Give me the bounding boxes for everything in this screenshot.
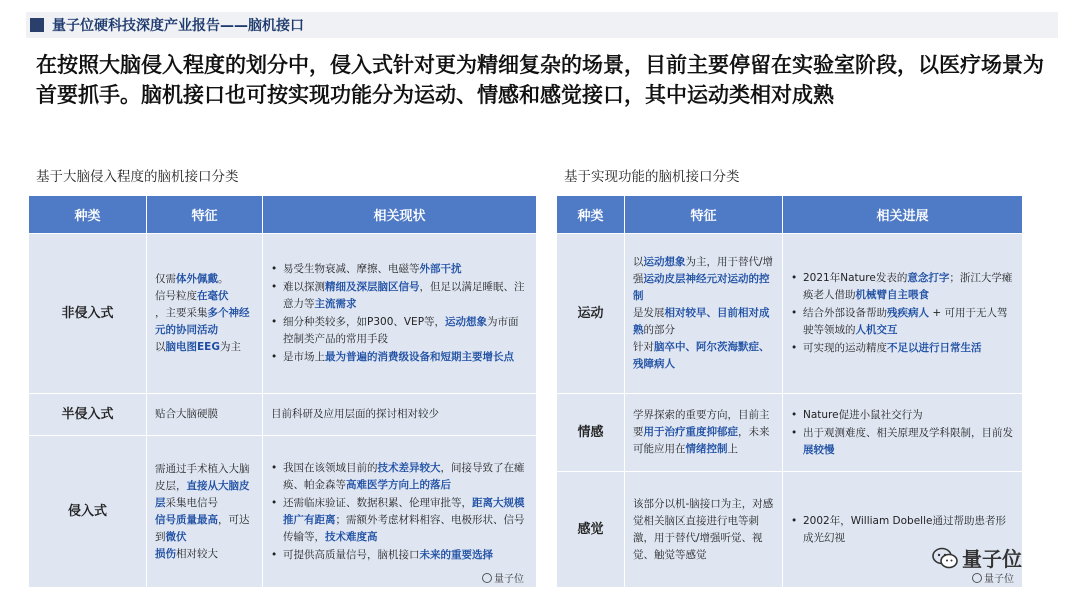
header-category: 种类 (29, 196, 147, 234)
feature-cell (147, 436, 263, 588)
header-feature: 特征 (147, 196, 263, 234)
text-line (155, 339, 254, 356)
table-row (29, 234, 537, 394)
highlight-text: 最为普遍的消费级设备和短期主要增长点 (325, 351, 514, 363)
table-row (557, 394, 1023, 472)
text-run: 仅需 (155, 273, 176, 285)
text-run: ，但足以满足睡眠、注意力等 (283, 281, 525, 310)
category-cell: 运动 (557, 234, 625, 394)
report-title-bar (26, 12, 1058, 38)
feature-cell (625, 394, 783, 472)
list-item (791, 407, 1014, 424)
table-row (29, 436, 537, 588)
list-item (271, 279, 528, 313)
feature-cell (147, 234, 263, 394)
highlight-text: 不足以进行日常生活 (887, 342, 982, 354)
text-line (155, 305, 254, 339)
right-table-caption: 基于实现功能的脑机接口分类 (564, 169, 740, 185)
list-item (271, 495, 528, 546)
title-square-icon (30, 18, 44, 32)
highlight-text: 机械臂自主喂食 (855, 289, 929, 301)
header-category: 种类 (557, 196, 625, 234)
status-cell (263, 436, 537, 588)
text-line (155, 288, 254, 305)
highlight-text: 主流需求 (314, 298, 357, 310)
text-run: 可提供高质量信号，脑机接口 (283, 548, 420, 561)
text-line (155, 512, 254, 546)
wechat-icon (932, 547, 958, 569)
text-run: 以 (155, 341, 166, 353)
text-run: 可实现的运动精度 (803, 342, 887, 354)
circle-icon (482, 573, 492, 583)
text-run: 学界探索的重要方向，目前主要 (633, 409, 770, 438)
category-cell: 非侵入式 (29, 234, 147, 394)
highlight-text: 运动皮层神经元对运动的控制 (633, 273, 770, 302)
text-run: ；浙江大学瘫痪老人借助 (803, 272, 1013, 301)
watermark-small-left (482, 570, 524, 585)
text-line (633, 339, 774, 373)
text-line (155, 461, 254, 512)
header-progress: 相关进展 (783, 196, 1023, 234)
list-item (791, 340, 1014, 357)
highlight-text: 运动想象 (643, 256, 686, 268)
highlight-text: 脑电图EEG (165, 341, 220, 353)
text-run: 难以探测 (283, 281, 325, 293)
list-item (271, 547, 528, 564)
feature-cell (147, 394, 263, 436)
list-item (271, 460, 528, 494)
text-line (155, 406, 254, 423)
text-line (155, 546, 254, 563)
highlight-text: 用于治疗重度抑郁症 (643, 426, 738, 438)
function-table (556, 195, 1023, 588)
text-run: 采集电信号 (165, 496, 218, 509)
text-run: ；需额外考虑材料相容、电极形状、信号传输等， (283, 513, 525, 543)
bullet-list (791, 513, 1014, 547)
text-run: 我国在该领域目前的 (283, 461, 378, 474)
highlight-text: 体外佩戴 (176, 273, 218, 285)
text-run: ，未来可能应用在 (633, 426, 770, 455)
text-run: 贴合大脑硬膜 (155, 408, 218, 420)
bullet-list (791, 270, 1014, 357)
table-row (557, 234, 1023, 394)
watermark-big-text: 量子位 (962, 547, 1022, 571)
text-run: 需通过手术植入大脑皮层， (155, 462, 250, 492)
list-item (791, 305, 1014, 339)
header-status: 相关现状 (263, 196, 537, 234)
category-cell: 情感 (557, 394, 625, 472)
text-run: 相对较大 (176, 547, 218, 560)
text-line (633, 254, 774, 305)
text-run: Nature促进小鼠社交行为 (803, 408, 923, 421)
highlight-text: 意念打字 (907, 272, 950, 284)
progress-cell (783, 394, 1023, 472)
highlight-text: 技术差异较大 (377, 461, 441, 474)
text-line (155, 271, 254, 288)
watermark-big (932, 543, 1022, 572)
text-run: 为主，用于替代/增强 (633, 256, 774, 285)
highlight-text: 微伏 (165, 530, 187, 543)
highlight-text: 在毫伏 (197, 290, 229, 302)
highlight-text: 多个神经元的协同活动 (155, 307, 250, 336)
category-cell: 半侵入式 (29, 394, 147, 436)
highlight-text: 精细及深层脑区信号 (325, 281, 420, 293)
table-row (29, 394, 537, 436)
highlight-text: 展较慢 (803, 443, 835, 456)
status-cell (263, 234, 537, 394)
header-feature: 特征 (625, 196, 783, 234)
text-run: + 可用于无人驾驶等领域的 (803, 307, 1008, 336)
text-run: 为主 (219, 341, 241, 353)
text-run: 上 (727, 443, 738, 455)
text-run: ，间接导致了在瘫痪、帕金森等 (283, 461, 525, 491)
slide-headline: 在按照大脑侵入程度的划分中，侵入式针对更为精细复杂的场景，目前主要停留在实验室阶段，以医疗场景为首要抓手。脑机接口也可按实现功能分为运动、情感和感觉接口，其中运动类相对成熟 (36, 53, 1044, 107)
highlight-text: 高难医学方向上的落后 (346, 478, 451, 491)
highlight-text: 人机交互 (855, 324, 898, 336)
text-run: 针对 (633, 341, 654, 353)
text-run: 的部分 (643, 324, 675, 336)
text-run: 是发展 (633, 307, 665, 319)
category-cell: 感觉 (557, 472, 625, 588)
highlight-text: 情绪控制 (685, 443, 728, 455)
list-item (791, 425, 1014, 459)
list-item (271, 314, 528, 348)
bullet-list (791, 407, 1014, 459)
feature-cell (625, 234, 783, 394)
invasiveness-table (28, 195, 537, 588)
text-run: 以 (633, 256, 644, 268)
text-run: 结合外部设备帮助 (803, 307, 887, 319)
text-run: 还需临床验证、数据积累、伦理审批等， (283, 496, 472, 509)
highlight-text: 脑卒中、阿尔茨海默症、残障病人 (633, 341, 770, 370)
watermark-text: 量子位 (984, 574, 1014, 585)
text-line (633, 305, 774, 339)
highlight-text: 损伤 (155, 547, 176, 560)
highlight-text: 距离大规模推广有距离 (283, 496, 525, 526)
highlight-text: 技术难度高 (325, 530, 378, 543)
highlight-text: 相对较早、目前相对成熟 (633, 307, 770, 336)
report-title: 量子位硬科技深度产业报告——脑机接口 (52, 18, 304, 34)
highlight-text: 直接从大脑皮层 (155, 479, 250, 509)
text-run: 是市场上 (283, 351, 325, 363)
watermark-small-right (972, 570, 1014, 585)
left-table-caption: 基于大脑侵入程度的脑机接口分类 (36, 169, 239, 185)
watermark-text: 量子位 (494, 574, 524, 585)
highlight-text: 未来的重要选择 (419, 548, 493, 561)
circle-icon (972, 573, 982, 583)
text-run: 2002年，William Dobelle通过帮助患者形成光幻视 (803, 514, 1006, 544)
text-run: 信号粒度 (155, 290, 197, 302)
text-run: 为市面控制类产品的常用手段 (283, 316, 519, 345)
text-run: ，主要采集 (155, 307, 208, 319)
text-run: 细分种类较多，如P300、VEP等， (283, 316, 446, 328)
bullet-list (271, 261, 528, 366)
text-line (633, 496, 774, 564)
progress-cell (783, 234, 1023, 394)
feature-cell (625, 472, 783, 588)
bullet-list (271, 460, 528, 564)
text-run: 该部分以机-脑接口为主，对感觉相关脑区直接进行电等刺激，用于替代/增强听觉、视觉、触觉等感觉 (633, 497, 774, 561)
text-run: 易受生物衰减、摩擦、电磁等 (283, 263, 420, 275)
text-line (633, 407, 774, 458)
highlight-text: 信号质量最高 (155, 513, 218, 526)
text-run: 出于观测难度、相关原理及学科限制，目前发 (803, 426, 1013, 439)
highlight-text: 外部干扰 (419, 263, 462, 275)
list-item (271, 261, 528, 278)
text-run: 。 (218, 273, 229, 285)
list-item (791, 270, 1014, 304)
category-cell: 侵入式 (29, 436, 147, 588)
list-item (791, 513, 1014, 547)
text-run: 2021年Nature发表的 (803, 272, 908, 284)
list-item (271, 349, 528, 366)
highlight-text: 运动想象 (445, 316, 488, 328)
highlight-text: 残疾病人 (887, 307, 929, 319)
status-cell: 目前科研及应用层面的探讨相对较少 (263, 394, 537, 436)
text-run: ，可达到 (155, 513, 250, 543)
